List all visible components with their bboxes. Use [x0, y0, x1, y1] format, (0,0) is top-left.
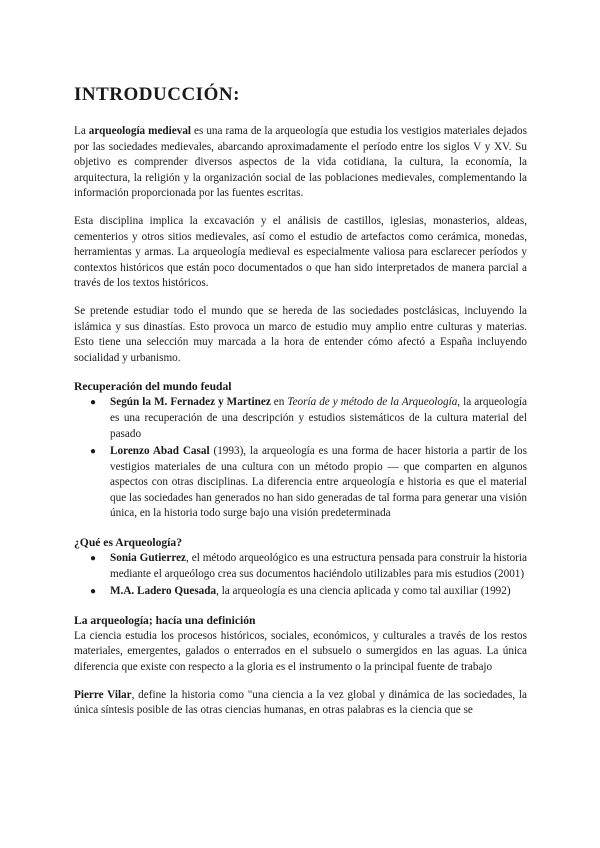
- intro-p1-text-b: es una rama de la arqueología que estudia los vestigios materiales dejados por las sociedades medievales, abarcando aproximadamente el período entre los siglos V y XV. Su objetivo es comprender diversos aspectos de la vida cotidiana, la cultura, la economía, la arquitectura, la religión y la organización social de las poblaciones medievales, complementando la información proporcionada por las fuentes escritas.: [74, 125, 528, 200]
- section-heading-recuperacion: Recuperación del mundo feudal: [74, 380, 232, 394]
- definition-paragraph: La ciencia estudia los procesos históricos, sociales, económicos, y culturales a través de los restos materiales, emergentes, galados o enterrados en el subsuelo o sumergidos en las aguas. La única diferencia que existe con respecto a la gloria es el instrumento o la principal fuente de trabajo: [74, 629, 527, 674]
- document-page: [74, 84, 527, 731]
- list-item-text: (1993), la arqueología es una forma de hacer historia a partir de los vestigios materiales de una cultura con un método propio — que comparten en algunos aspectos con otras disciplinas. La diferencia entre arqueología e historia es que el material que las sociedades han generados no han sido generadas de tal forma para generar una visión única, en la historia todo surge bajo una visión predeterminada: [110, 445, 527, 520]
- intro-p1-text-a: La: [74, 125, 89, 137]
- list-item: [90, 551, 528, 582]
- intro-paragraph-3: Se pretende estudiar todo el mundo que se hereda de las sociedades postclásicas, incluyendo la islámica y sus dinastías. Esto provoca un marco de estudio muy amplio entre culturas y materias. Esto tiene una selección muy marcada a la hora de entender cómo afectó a España incluyendo socialidad y urbanismo.: [74, 304, 527, 364]
- section1-list: [74, 395, 527, 522]
- author-name: Pierre Vilar: [74, 688, 132, 701]
- section2-list: [74, 551, 527, 600]
- page-title: INTRODUCCIÓN:: [74, 84, 240, 105]
- list-item-text: , el método arqueológico es una estructura pensada para construir la historia mediante el arqueólogo crea sus documentos haciéndolo utilizables para mis estudios (2001): [110, 552, 528, 580]
- list-item: [90, 395, 527, 442]
- paragraph-text: , define la historia como "una ciencia a la vez global y dinámica de las sociedades, la única síntesis posible de las otras ciencias humanas, en otras palabras es la ciencia que se: [74, 688, 527, 717]
- list-item-text: , la arqueología es una recuperación de una descripción y estudios sistemáticos de la cultura material del pasado: [110, 396, 527, 440]
- list-item-text: en: [270, 396, 288, 409]
- intro-paragraph-1: [74, 124, 527, 202]
- author-name: M.A. Ladero Quesada: [110, 585, 217, 598]
- bullet-icon: ●: [90, 397, 97, 409]
- bullet-icon: ●: [90, 446, 97, 458]
- intro-p1-bold-term: arqueología medieval: [88, 125, 192, 137]
- author-name: Según la M. Fernadez y Martinez: [110, 396, 271, 409]
- section-heading-que-es-arqueologia: ¿Qué es Arqueología?: [74, 536, 183, 550]
- section3: [74, 614, 527, 719]
- author-name: Sonia Gutierrez: [110, 552, 187, 565]
- vilar-paragraph: [74, 688, 527, 719]
- intro-paragraph-2: Esta disciplina implica la excavación y el análisis de castillos, iglesias, monasterios, aldeas, cementerios y otros sitios medievales, así como el estudio de artefactos como cerámica, monedas, herramientas y armas. La arqueología medieval es especialmente valiosa para esclarecer períodos y contextos históricos que están poco documentados o que han sido interpretados de manera parcial a través de los textos históricos.: [74, 214, 527, 290]
- book-title: Teoría de y método de la Arqueología: [287, 396, 458, 409]
- bullet-icon: ●: [90, 586, 97, 598]
- list-item-text: , la arqueología es una ciencia aplicada y como tal auxiliar (1992): [216, 585, 511, 598]
- list-item: [90, 584, 527, 600]
- bullet-icon: ●: [90, 553, 97, 565]
- author-name: Lorenzo Abad Casal: [110, 445, 210, 458]
- section-heading-definicion: La arqueología; hacía una definición: [74, 613, 256, 627]
- list-item: [90, 444, 527, 522]
